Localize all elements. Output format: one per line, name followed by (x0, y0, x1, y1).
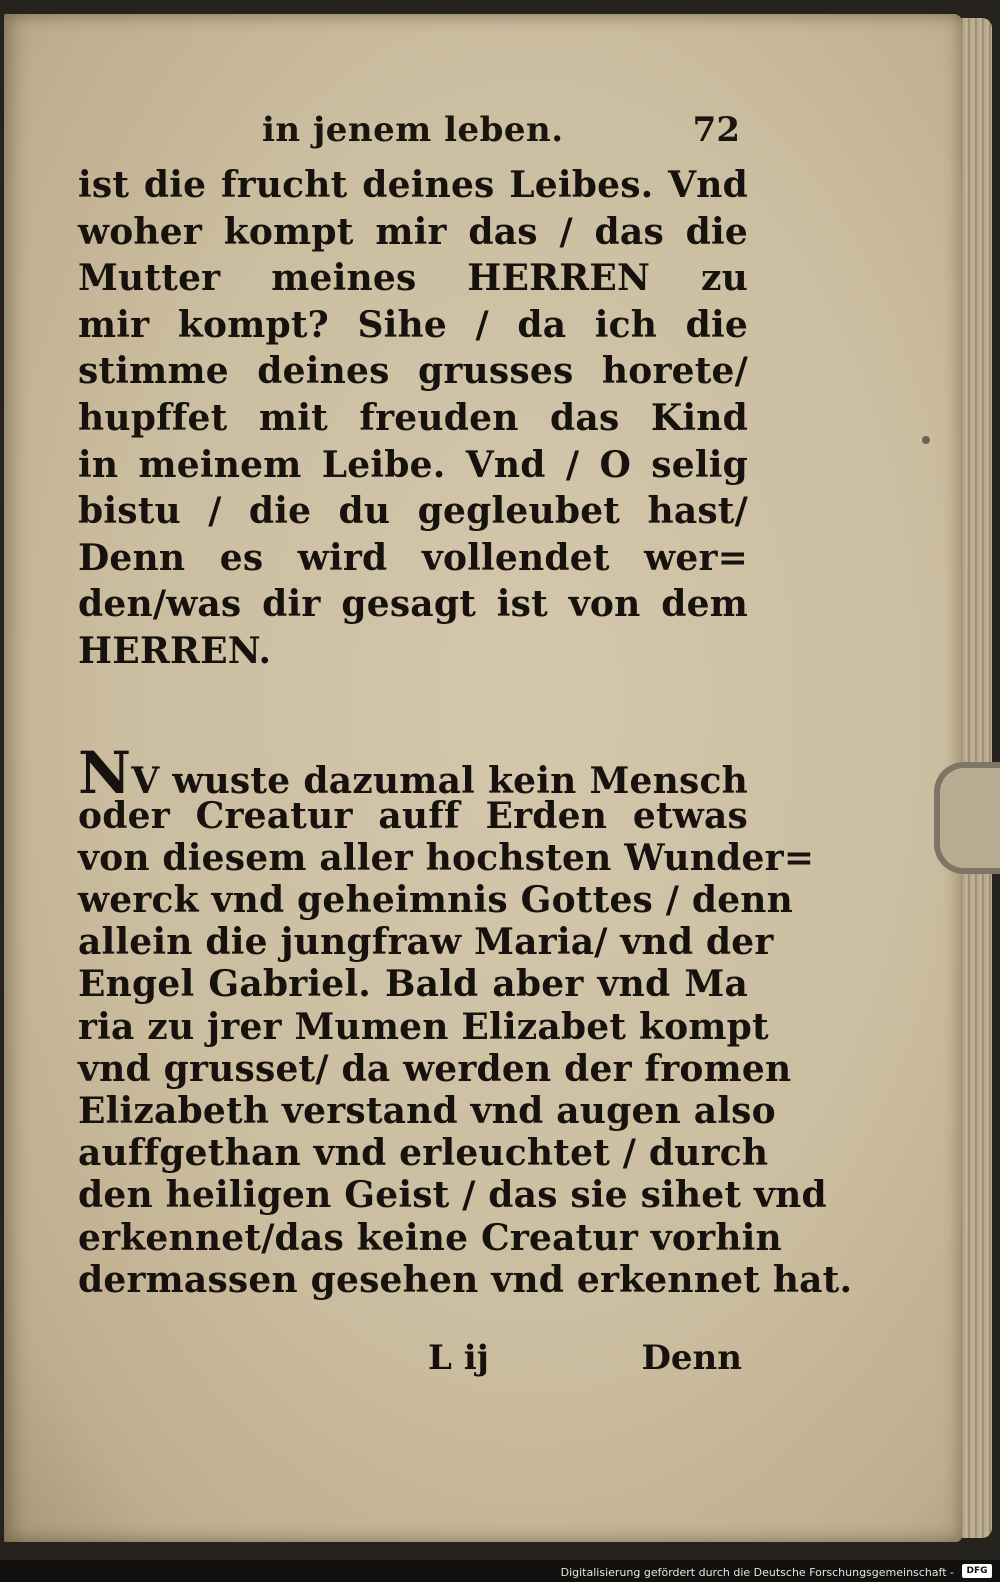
credit-bar (0, 1560, 1000, 1582)
text-line: auffgethan vnd erleuchtet / durch (78, 1132, 769, 1175)
text-line: erkennet/das keine Creatur vorhin (78, 1216, 782, 1259)
text-line: stimme deines grusses horete/ (78, 350, 748, 393)
paragraph-1 (78, 162, 748, 675)
text-line: bistu / die du gegleubet hast/ (78, 490, 748, 533)
page-footer (78, 1338, 742, 1384)
text-line: Engel Gabriel. Bald aber vnd Ma (78, 963, 748, 1006)
text-line: mir kompt? Sihe / da ich die (78, 303, 748, 346)
digitization-credit: Digitalisierung gefördert durch die Deutsche Forschungsgemeinschaft - (560, 1566, 954, 1579)
text-line: hupffet mit freuden das Kind (78, 396, 748, 439)
paper-speck (922, 436, 930, 444)
text-line: HERREN. (78, 629, 272, 672)
text-line: vnd grusset/ da werden der fromen (78, 1047, 792, 1090)
text-line: in meinem Leibe. Vnd / O selig (78, 443, 748, 486)
text-line-with-dropcap (78, 738, 748, 807)
dropcap: N (78, 738, 132, 807)
signature-mark: L ij (428, 1338, 489, 1378)
text-line: dermassen gesehen vnd erkennet hat. (78, 1258, 853, 1301)
text-line: ist die frucht deines Leibes. Vnd (78, 164, 748, 206)
text-line: allein die jungfraw Maria/ vnd der (78, 921, 774, 964)
text-line: den heiligen Geist / das sie sihet vnd (78, 1174, 827, 1217)
text-line: Mutter meines HERREN zu (78, 257, 748, 300)
running-head: in jenem leben. (262, 110, 564, 150)
text-line: woher kompt mir das / das die (78, 210, 748, 253)
paragraph-2 (78, 738, 853, 1301)
page-number: 72 (692, 110, 740, 150)
text-line: Elizabeth verstand vnd augen also (78, 1090, 776, 1133)
text-line: V wuste dazumal kein Mensch (131, 759, 748, 802)
dfg-logo-icon: DFG (962, 1564, 992, 1578)
text-line: den/was dir gesagt ist von dem (78, 583, 748, 626)
paragraph-gap (78, 675, 748, 753)
text-line: werck vnd geheimnis Gottes / denn (78, 879, 794, 922)
page-header (80, 110, 740, 160)
catchword: Denn (641, 1338, 742, 1378)
text-line: oder Creatur auff Erden etwas (78, 794, 748, 837)
book-clasp (934, 762, 1000, 874)
text-line: Denn es wird vollendet wer= (78, 536, 748, 579)
text-line: ria zu jrer Mumen Elizabet kompt (78, 1005, 769, 1048)
text-line: von diesem aller hochsten Wunder= (78, 836, 815, 879)
text-block (78, 162, 853, 1301)
